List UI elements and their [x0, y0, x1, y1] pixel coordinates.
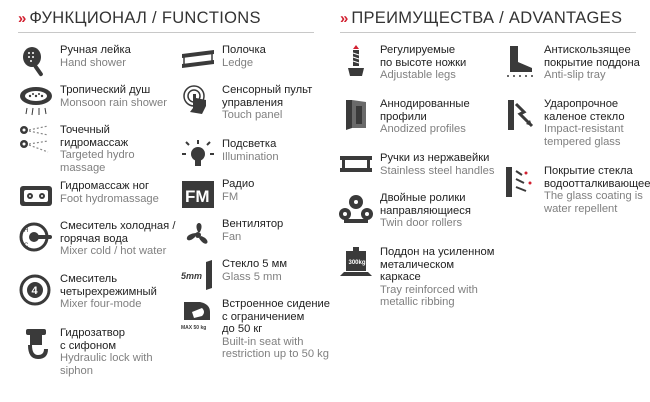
glass-icon-text: 5mm: [181, 271, 203, 281]
anti-slip-icon: [502, 44, 538, 78]
foot-massage-icon: [18, 180, 54, 214]
chevron-right-icon: »: [18, 10, 27, 27]
feature-label-ru: Вентилятор: [222, 218, 284, 230]
feature-label-ru: Встроенное сидение с ограничением до 50 кг: [222, 298, 330, 336]
advantage-label-en: Adjustable legs: [380, 69, 456, 82]
advantage-label-ru: Ударопрочное каленое стекло: [544, 98, 625, 123]
feature-mixer-four-mode: [18, 273, 157, 311]
divider: [18, 32, 314, 33]
feature-label-en: Illumination: [222, 150, 279, 163]
touch-panel-icon: [180, 84, 216, 118]
feature-label-en: Built-in seat with restriction up to 50 kg: [222, 335, 329, 361]
feature-illumination: [180, 138, 279, 172]
feature-rain-shower: [18, 84, 167, 118]
feature-glass: [180, 258, 287, 292]
advantage-label-en: Stainless steel handles: [380, 164, 495, 177]
functions-header: [18, 9, 261, 28]
feature-label-en: Mixer cold / hot water: [60, 245, 167, 258]
advantage-anti-slip: [502, 44, 640, 82]
mixer-icon: [18, 220, 54, 254]
advantage-label-ru: Ручки из нержавейки: [380, 152, 490, 164]
feature-label-en: Targeted hydro massage: [60, 149, 135, 174]
advantages-title: ПРЕИМУЩЕСТВА / ADVANTAGES: [351, 9, 623, 27]
impact-glass-icon: [502, 98, 538, 132]
feature-label-en: Hydraulic lock with siphon: [60, 352, 153, 377]
feature-label-ru: Подсветка: [222, 138, 277, 150]
feature-seat: [180, 298, 330, 361]
reinforced-tray-icon: [338, 246, 374, 280]
feature-fan: [180, 218, 283, 252]
advantage-reinforced-tray: [338, 246, 494, 309]
feature-label-ru: Стекло 5 мм: [222, 258, 288, 270]
seat-icon-text: MAX 50 kg: [181, 325, 207, 331]
advantage-label-en: The glass coating is water repellent: [544, 190, 643, 215]
illumination-icon: [180, 138, 216, 172]
advantage-door-rollers: [338, 192, 471, 230]
advantage-adjustable-legs: [338, 44, 466, 82]
siphon-icon: [18, 327, 54, 361]
advantage-label-en: Twin door rollers: [380, 217, 463, 230]
feature-label-en: Fan: [222, 230, 242, 243]
fm-radio-icon: [180, 178, 216, 212]
feature-label-en: Monsoon rain shower: [60, 96, 167, 109]
feature-mixer: [18, 220, 175, 258]
feature-label-ru: Радио: [222, 178, 255, 190]
advantage-label-en: Tray reinforced with metallic ribbing: [380, 283, 478, 309]
water-repellent-icon: [502, 165, 538, 199]
functions-title: ФУНКЦИОНАЛ / FUNCTIONS: [29, 9, 261, 27]
feature-foot-massage: [18, 180, 159, 214]
advantage-water-repellent: [502, 165, 650, 215]
advantage-label-ru: Регулируемые по высоте ножки: [380, 44, 467, 69]
rain-shower-icon: [18, 84, 54, 118]
advantage-label-ru: Поддон на усиленном металическом каркасе: [380, 246, 495, 284]
feature-label-ru: Точечный гидромассаж: [60, 124, 129, 149]
door-rollers-icon: [338, 192, 374, 226]
feature-touch-panel: [180, 84, 312, 122]
feature-label-en: Touch panel: [222, 109, 283, 122]
feature-label-en: Hand shower: [60, 56, 126, 69]
shelf-icon: [180, 44, 216, 78]
adjustable-legs-icon: [338, 44, 374, 78]
svg-text:4: 4: [31, 285, 38, 297]
hand-shower-icon: [18, 44, 54, 78]
advantage-label-en: Anti-slip tray: [544, 69, 606, 82]
feature-label-ru: Сенсорный пульт управления: [222, 84, 313, 109]
seat-icon: [180, 298, 216, 332]
divider: [340, 32, 636, 33]
feature-label-en: Mixer four-mode: [60, 298, 142, 311]
feature-label-ru: Смеситель четырехрежимный: [60, 273, 157, 298]
feature-fm-radio: [180, 178, 254, 212]
feature-label-en: Ledge: [222, 56, 254, 69]
feature-hydromassage: [18, 124, 135, 174]
advantage-label-en: Impact-resistant tempered glass: [544, 123, 624, 148]
advantages-header: [340, 9, 622, 28]
tray-icon-text: 300kg: [348, 260, 366, 266]
svg-text:C: C: [24, 243, 29, 249]
feature-label-ru: Смеситель холодная / горячая вода: [60, 220, 176, 245]
svg-text:H: H: [24, 228, 29, 234]
advantage-label-ru: Покрытие стекла водоотталкивающее: [544, 165, 650, 190]
feature-label-ru: Тропический душ: [60, 84, 151, 96]
feature-label-ru: Полочка: [222, 44, 266, 56]
steel-handle-icon: [338, 152, 374, 186]
feature-label-en: FM: [222, 190, 239, 203]
advantage-label-ru: Антискользящее покрытие поддона: [544, 44, 640, 69]
advantage-impact-glass: [502, 98, 625, 148]
advantage-label-ru: Аннодированные профили: [380, 98, 470, 123]
glass-thickness-icon: [180, 258, 216, 292]
feature-shelf: [180, 44, 266, 78]
fm-icon-text: FM: [185, 187, 210, 206]
anodized-profile-icon: [338, 98, 374, 132]
feature-label-ru: Гидрозатвор с сифоном: [60, 327, 126, 352]
feature-label-ru: Ручная лейка: [60, 44, 131, 56]
feature-siphon: [18, 327, 153, 377]
feature-label-en: Glass 5 mm: [222, 270, 282, 283]
advantage-anodized-profile: [338, 98, 470, 136]
advantage-label-ru: Двойные ролики направляющиеся: [380, 192, 471, 217]
feature-label-ru: Гидромассаж ног: [60, 180, 150, 192]
chevron-right-icon: »: [340, 10, 349, 27]
advantage-label-en: Anodized profiles: [380, 123, 466, 136]
mixer-four-mode-icon: [18, 273, 54, 307]
fan-icon: [180, 218, 216, 252]
feature-label-en: Foot hydromassage: [60, 192, 159, 205]
hydromassage-icon: [18, 124, 54, 158]
feature-hand-shower: [18, 44, 131, 78]
advantage-steel-handle: [338, 152, 494, 186]
